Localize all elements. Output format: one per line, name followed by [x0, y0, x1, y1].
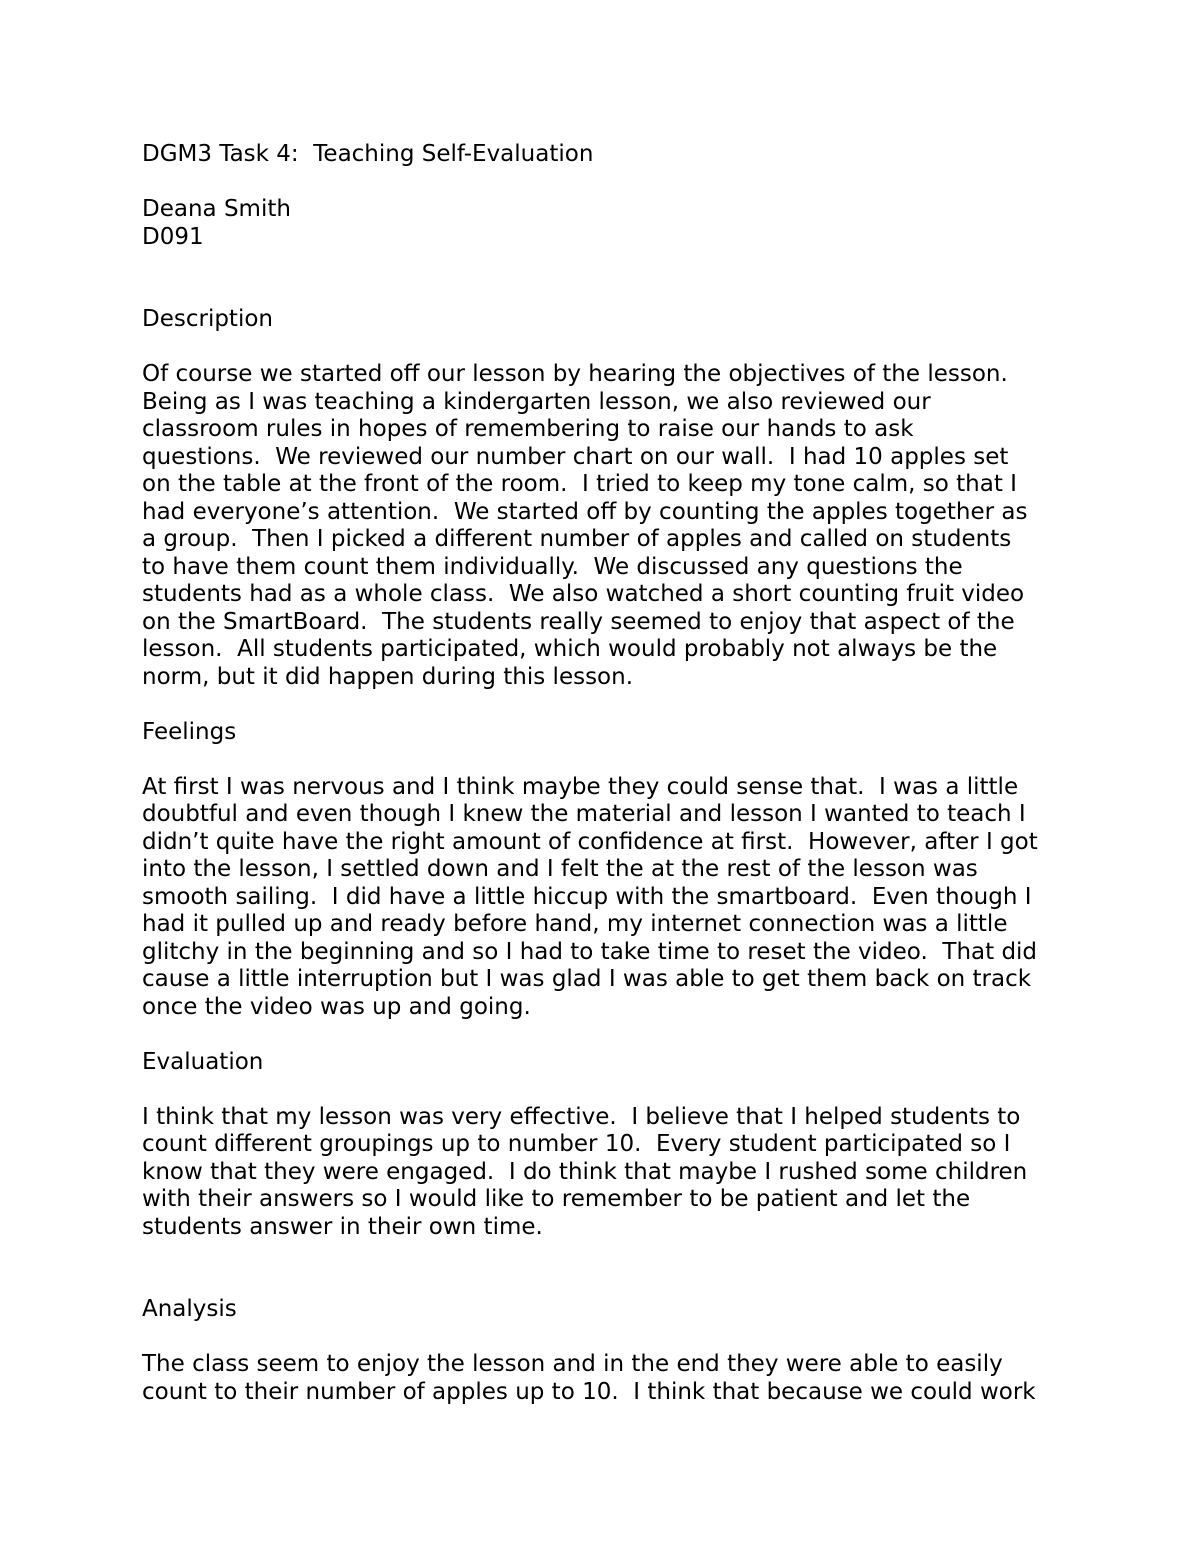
paragraph-line: had it pulled up and ready before hand, my internet connection was a little [142, 911, 1008, 937]
paragraph-line: on the SmartBoard. The students really seemed to enjoy that aspect of the [142, 608, 1015, 635]
paragraph-line: glitchy in the beginning and so I had to take time to reset the video. That did [142, 938, 1038, 965]
paragraph-line: to have them count them individually. We discussed any questions the [142, 553, 963, 580]
spacer [142, 1021, 1102, 1049]
paragraph-line: At first I was nervous and I think maybe they could sense that. I was a little [142, 773, 1019, 800]
paragraph-line: classroom rules in hopes of remembering to raise our hands to ask [142, 416, 914, 442]
description-section [142, 306, 1102, 691]
paragraph-line: count different groupings up to number 10. Every student participated so I [142, 1131, 1011, 1157]
paragraph-line: doubtful and even though I knew the material and lesson I wanted to teach I [142, 801, 1026, 827]
document-body [142, 141, 1102, 1406]
paragraph-line: didn’t quite have the right amount of confidence at first. However, after I got [142, 828, 1038, 855]
spacer [142, 1076, 1102, 1104]
paragraph-line: once the video was up and going. [142, 993, 531, 1020]
paragraph-line: Of course we started off our lesson by hearing the objectives of the lesson. [142, 361, 1008, 387]
section-heading-evaluation: Evaluation [142, 1048, 264, 1075]
paragraph-line: had everyone’s attention. We started off by counting the apples together as [142, 498, 1028, 525]
analysis-section [142, 1296, 1102, 1406]
paragraph-line: students answer in their own time. [142, 1213, 543, 1240]
paragraph-line: know that they were engaged. I do think that maybe I rushed some children [142, 1158, 1028, 1185]
paragraph-line: norm, but it did happen during this lesson. [142, 663, 634, 690]
paragraph-line: count to their number of apples up to 10. I think that because we could work [142, 1378, 1036, 1405]
spacer [142, 691, 1102, 719]
spacer [142, 169, 1102, 197]
spacer [142, 251, 1102, 306]
section-heading-analysis: Analysis [142, 1296, 237, 1322]
paragraph-line: smooth sailing. I did have a little hiccup with the smartboard. Even though I [142, 883, 1032, 910]
spacer [142, 334, 1102, 362]
paragraph-line: students had as a whole class. We also watched a short counting fruit video [142, 581, 1025, 607]
description-paragraph [142, 361, 1102, 691]
paragraph-line: lesson. All students participated, which would probably not always be the [142, 636, 998, 662]
paragraph-line: cause a little interruption but I was glad I was able to get them back on track [142, 966, 1032, 992]
spacer [142, 1241, 1102, 1296]
evaluation-section [142, 1049, 1102, 1242]
paragraph-line: questions. We reviewed our number chart on our wall. I had 10 apples set [142, 443, 1009, 470]
feelings-section [142, 719, 1102, 1022]
evaluation-paragraph [142, 1104, 1102, 1242]
paragraph-line: into the lesson, I settled down and I felt the at the rest of the lesson was [142, 856, 978, 882]
paragraph-line: with their answers so I would like to remember to be patient and let the [142, 1186, 971, 1212]
paragraph-line: The class seem to enjoy the lesson and in the end they were able to easily [142, 1351, 1003, 1377]
analysis-paragraph [142, 1351, 1102, 1406]
section-heading-feelings: Feelings [142, 718, 237, 745]
section-heading-description: Description [142, 306, 273, 332]
feelings-paragraph [142, 774, 1102, 1022]
spacer [142, 746, 1102, 774]
author-name: Deana Smith [142, 196, 291, 222]
document-title: DGM3 Task 4: Teaching Self-Evaluation [142, 141, 594, 167]
paragraph-line: a group. Then I picked a different number of apples and called on students [142, 526, 1012, 552]
spacer [142, 1324, 1102, 1352]
paragraph-line: on the table at the front of the room. I tried to keep my tone calm, so that I [142, 471, 1017, 497]
course-code: D091 [142, 223, 204, 250]
paragraph-line: I think that my lesson was very effective. I believe that I helped students to [142, 1103, 1021, 1130]
paragraph-line: Being as I was teaching a kindergarten lesson, we also reviewed our [142, 388, 931, 415]
